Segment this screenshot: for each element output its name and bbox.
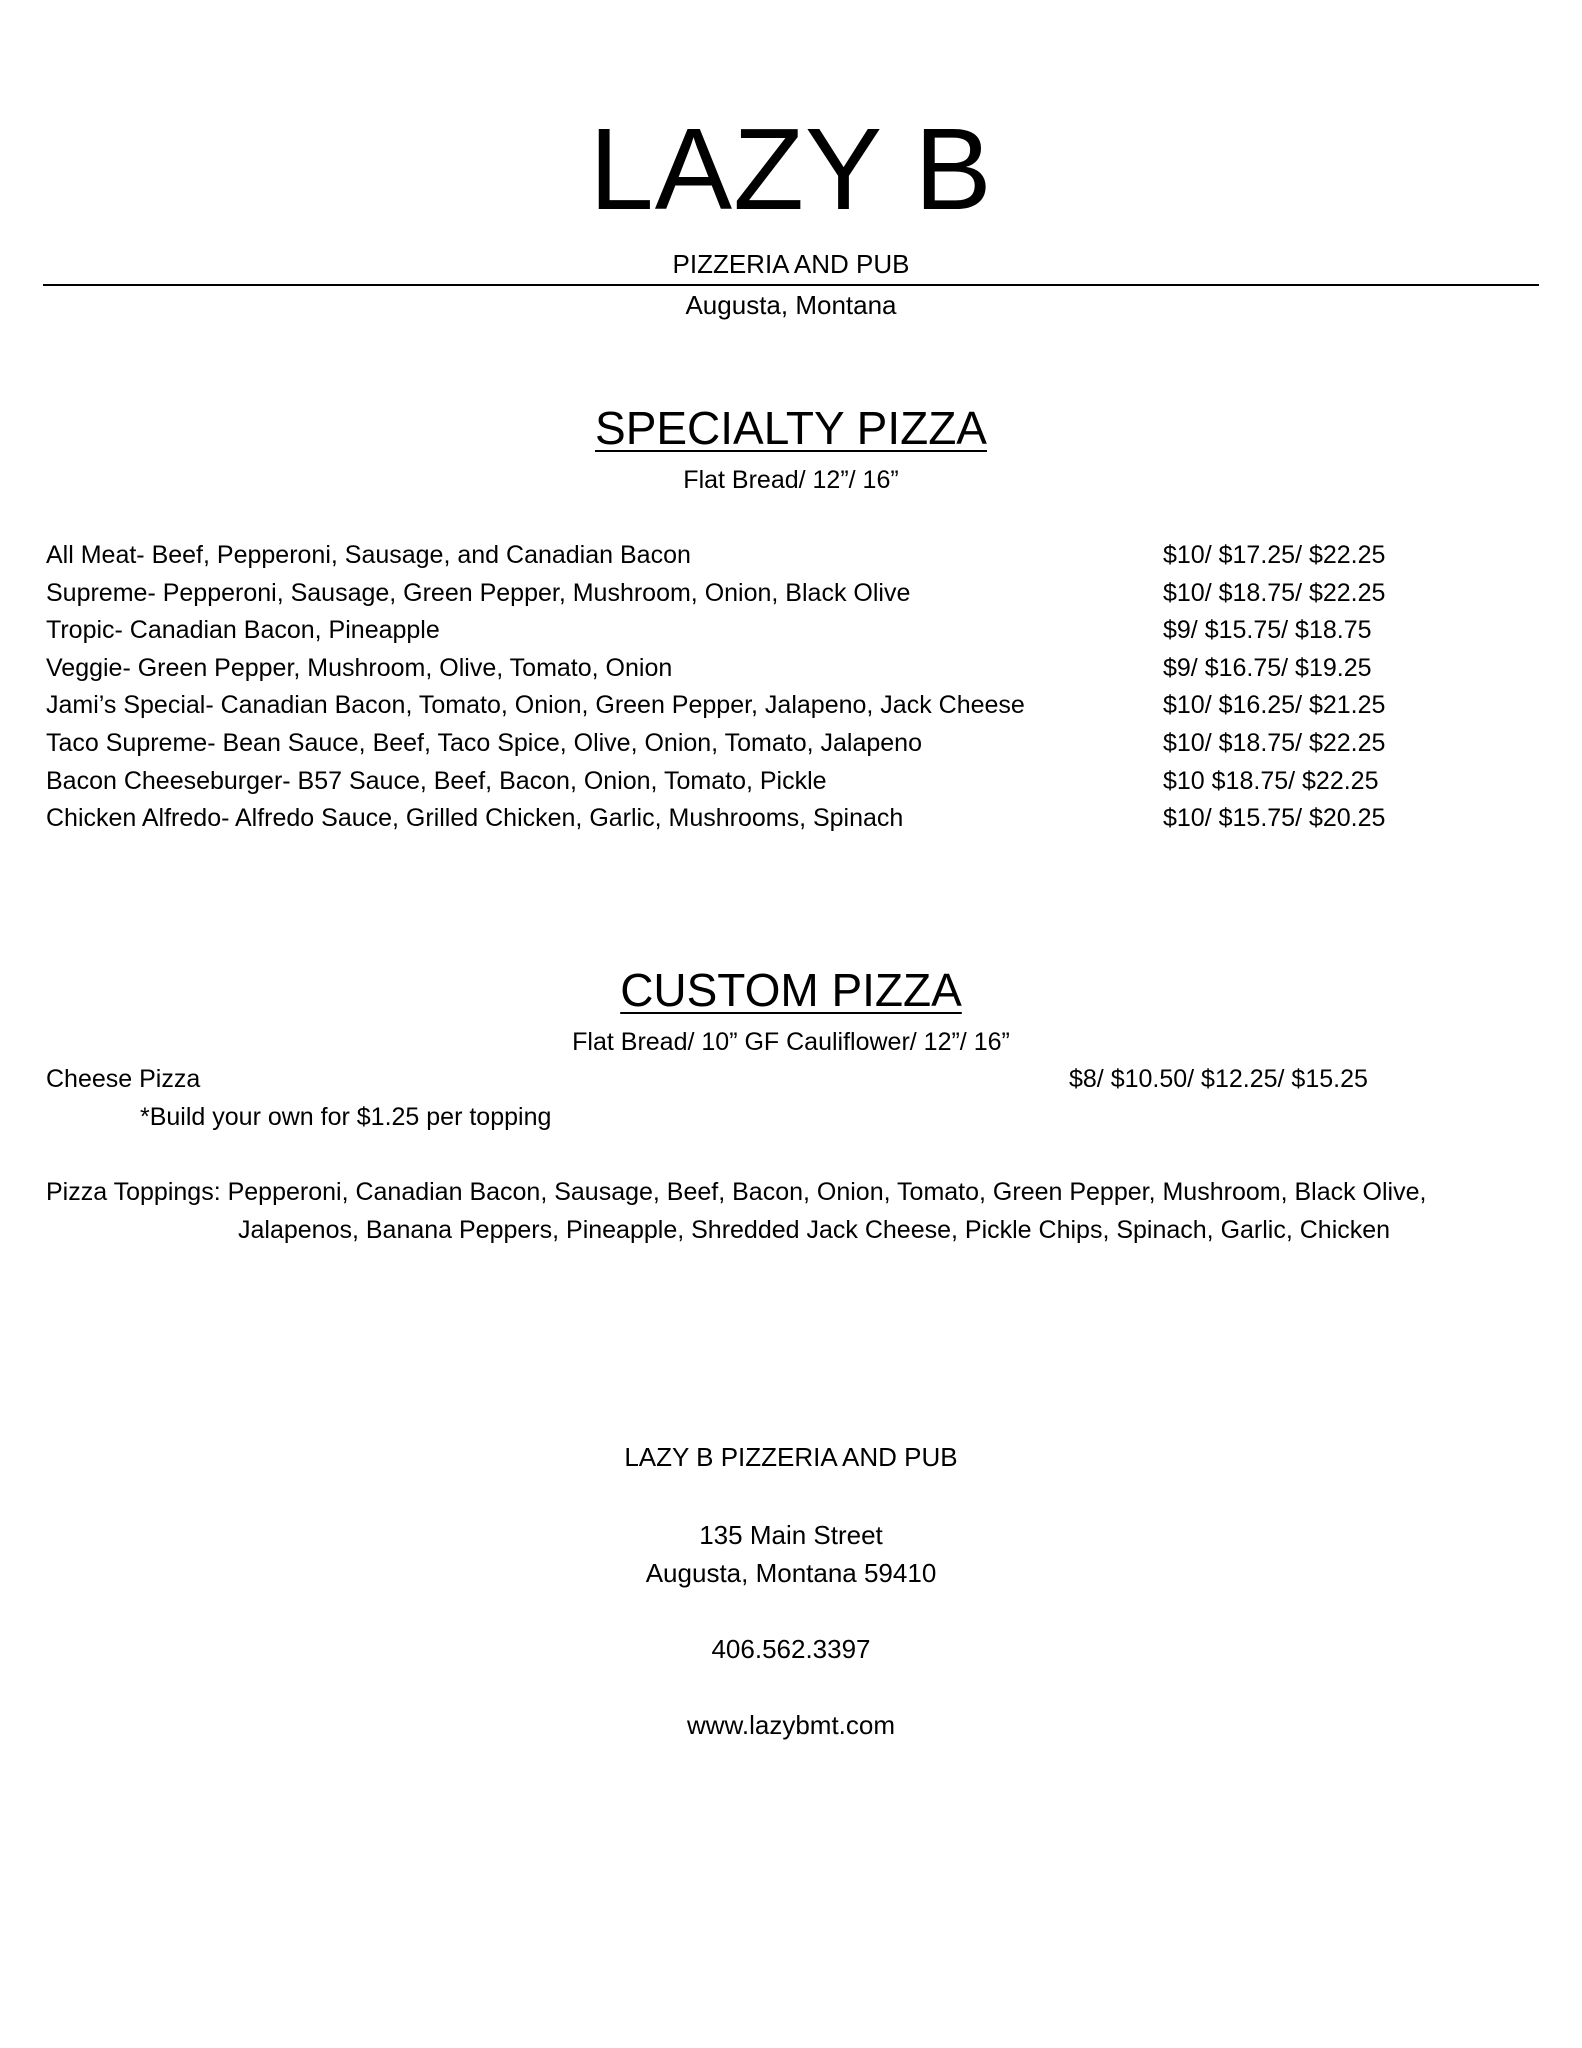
restaurant-location: Augusta, Montana <box>685 290 897 320</box>
specialty-item <box>46 687 1506 725</box>
custom-section-title: CUSTOM PIZZA <box>620 964 962 1016</box>
specialty-sizes: Flat Bread/ 12”/ 16” <box>683 466 899 494</box>
footer-restaurant-name: LAZY B PIZZERIA AND PUB <box>624 1442 958 1472</box>
item-price: $10 $18.75/ $22.25 <box>1163 766 1379 795</box>
item-price: $9/ $15.75/ $18.75 <box>1163 616 1372 645</box>
header-divider <box>43 284 1539 286</box>
specialty-item <box>46 537 1506 575</box>
cheese-pizza-label: Cheese Pizza <box>46 1065 201 1093</box>
item-price: $9/ $16.75/ $19.25 <box>1163 653 1372 682</box>
item-price: $10/ $16.25/ $21.25 <box>1163 691 1386 720</box>
footer-city-state-zip: Augusta, Montana 59410 <box>645 1558 937 1588</box>
restaurant-title: LAZY B <box>589 104 993 234</box>
item-price: $10/ $17.25/ $22.25 <box>1163 541 1386 569</box>
item-price: $10/ $18.75/ $22.25 <box>1163 728 1386 757</box>
specialty-item <box>46 800 1506 838</box>
toppings-list-line-2: Jalapenos, Banana Peppers, Pineapple, Shredded Jack Cheese, Pickle Chips, Spinach, Garlic, Chicken <box>238 1216 1391 1244</box>
item-description: Veggie- Green Pepper, Mushroom, Olive, Tomato, Onion <box>46 653 673 682</box>
specialty-item <box>46 763 1506 801</box>
footer-website: www.lazybmt.com <box>686 1710 896 1740</box>
specialty-item <box>46 650 1506 688</box>
build-your-own-note: *Build your own for $1.25 per topping <box>140 1103 552 1131</box>
item-description: Taco Supreme- Bean Sauce, Beef, Taco Spice, Olive, Onion, Tomato, Jalapeno <box>46 728 922 757</box>
item-description: Chicken Alfredo- Alfredo Sauce, Grilled Chicken, Garlic, Mushrooms, Spinach <box>46 804 904 833</box>
specialty-item <box>46 725 1506 763</box>
specialty-item <box>46 575 1506 613</box>
custom-sizes: Flat Bread/ 10” GF Cauliflower/ 12”/ 16” <box>572 1028 1010 1056</box>
footer-phone: 406.562.3397 <box>711 1634 871 1664</box>
item-description: Tropic- Canadian Bacon, Pineapple <box>46 616 440 645</box>
restaurant-subtitle: PIZZERIA AND PUB <box>672 249 910 279</box>
cheese-pizza-price: $8/ $10.50/ $12.25/ $15.25 <box>1069 1065 1368 1093</box>
item-description: Supreme- Pepperoni, Sausage, Green Pepper, Mushroom, Onion, Black Olive <box>46 578 911 607</box>
item-price: $10/ $15.75/ $20.25 <box>1163 804 1386 833</box>
item-description: Jami’s Special- Canadian Bacon, Tomato, Onion, Green Pepper, Jalapeno, Jack Cheese <box>46 691 1025 720</box>
specialty-item-list <box>46 537 1506 838</box>
item-price: $10/ $18.75/ $22.25 <box>1163 578 1386 607</box>
item-description: All Meat- Beef, Pepperoni, Sausage, and Canadian Bacon <box>46 541 691 569</box>
item-description: Bacon Cheeseburger- B57 Sauce, Beef, Bacon, Onion, Tomato, Pickle <box>46 766 827 795</box>
toppings-list-line-1: Pizza Toppings: Pepperoni, Canadian Bacon, Sausage, Beef, Bacon, Onion, Tomato, Green Pepper, Mushroom, Black Olive, <box>46 1178 1427 1206</box>
specialty-section-title: SPECIALTY PIZZA <box>595 402 987 454</box>
specialty-item <box>46 612 1506 650</box>
footer-street-address: 135 Main Street <box>699 1520 883 1550</box>
